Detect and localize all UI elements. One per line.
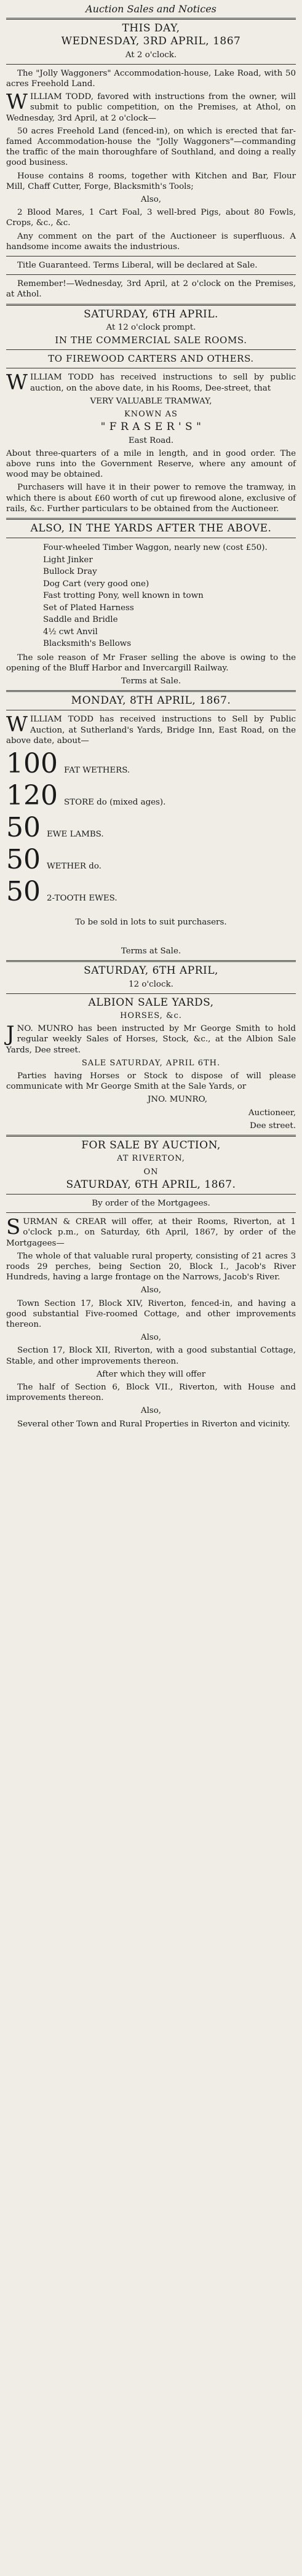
tramway-name: " F R A S E R ' S ": [100, 421, 202, 434]
ad-date: SATURDAY, 6TH APRIL,: [84, 964, 218, 977]
lot-label: WETHER do.: [47, 862, 101, 872]
lot-label: FAT WETHERS.: [63, 766, 130, 776]
ad-place: AT RIVERTON,: [117, 1154, 185, 1164]
drop-cap: J: [6, 1022, 15, 1047]
spacer: [6, 930, 296, 944]
lot-row: [6, 781, 296, 811]
list-item: Dog Cart (very good one): [43, 579, 149, 589]
also-label: Also,: [140, 1406, 162, 1416]
divider: [6, 518, 296, 520]
also-label: Also,: [140, 1286, 162, 1295]
divider: [6, 960, 296, 962]
ad-terms: Title Guaranteed. Terms Liberal, will be declared at Sale.: [17, 261, 258, 271]
lot-label: 2-TOOTH EWES.: [47, 894, 117, 904]
drop-cap: W: [6, 712, 28, 737]
divider: [6, 993, 296, 994]
list-item: Fast trotting Pony, well known in town: [43, 591, 204, 601]
ad-body: [6, 1024, 296, 1055]
ad-subtitle: HORSES, &c.: [120, 1011, 182, 1021]
spacer: [6, 908, 296, 915]
divider: [6, 274, 296, 275]
divider: [6, 64, 296, 65]
tramway-title: VERY VALUABLE TRAMWAY,: [90, 396, 212, 406]
drop-cap: S: [6, 1215, 21, 1240]
known-as: KNOWN AS: [124, 410, 178, 419]
lot-quantity: 120: [6, 780, 58, 812]
list-item: Set of Plated Harness: [43, 603, 134, 613]
ad-reminder: Remember!—Wednesday, 3rd April, at 2 o'clock on the Premises, at Athol.: [6, 279, 296, 300]
ad-item: 50 acres Freehold Land (fenced-in), on which is erected that far-famed Accommodation-house the "Jolly Waggoners"—commanding the traffic of the main thoroughfare of Southland, and doing a really good business.: [6, 126, 296, 168]
ad-note: Parties having Horses or Stock to dispose of will please communicate with Mr George Smith at the Sale Yards, or: [6, 1071, 296, 1092]
ad-intro: The "Jolly Waggoners" Accommodation-house, Lake Road, with 50 acres Freehold Land.: [6, 68, 296, 89]
ad-description: About three-quarters of a mile in length, and in good order. The above runs into the Government Reserve, where any amount of wood may be obtained.: [6, 448, 296, 480]
ad-title: FOR SALE BY AUCTION,: [81, 1139, 221, 1152]
drop-cap: W: [6, 370, 28, 396]
advertisement-albion-sale-yards: [6, 966, 296, 1131]
lot-label: EWE LAMBS.: [47, 830, 104, 840]
lot-label: STORE do (mixed ages).: [63, 798, 166, 808]
ad-note: Any comment on the part of the Auctioneer is superfluous. A handsome income awaits the industrious.: [6, 231, 296, 252]
list-item: Bullock Dray: [43, 567, 97, 577]
lot-row: [6, 845, 296, 875]
property-item: Section 17, Block XII, Riverton, with a good substantial Cottage, Stable, and other improvements thereon.: [6, 1346, 296, 1366]
ad-terms: Terms at Sale.: [121, 677, 181, 686]
auctioneer-title: Auctioneer,: [248, 1108, 296, 1118]
also-label: Also,: [140, 195, 162, 205]
lot-row: [6, 749, 296, 779]
advertisement-frasers-tramway: [6, 309, 296, 514]
ad-title: ALBION SALE YARDS,: [88, 996, 214, 1009]
ad-body-text: ILLIAM TODD has received instructions to Sell by Public Auction, at Sutherland's Yards, Bridge Inn, East Road, on the above date, about—: [6, 715, 296, 745]
lots-note: To be sold in lots to suit purchasers.: [75, 918, 227, 928]
advertisement-jolly-waggoners: [6, 23, 296, 300]
divider: [6, 1135, 296, 1137]
advertisement-sheep-sale: [6, 696, 296, 956]
ad-body-text: URMAN & CREAR will offer, at their Rooms, Riverton, at 1 o'clock p.m., on Saturday, 6th April, 1867, by order of the Mortgagees—: [6, 1217, 296, 1248]
divider: [6, 349, 296, 350]
list-item: Four-wheeled Timber Waggon, nearly new (cost £50).: [43, 543, 268, 553]
list-item: 4½ cwt Anvil: [43, 627, 98, 637]
ad-order: By order of the Mortgagees.: [92, 1198, 210, 1208]
property-item: Town Section 17, Block XIV, Riverton, fenced-in, and having a good substantial Five-roomed Cottage, and other improvements thereon.: [6, 1298, 296, 1329]
lot-quantity: 100: [6, 748, 58, 780]
ad-date: SATURDAY, 6TH APRIL, 1867.: [66, 1178, 236, 1191]
divider: [6, 18, 296, 20]
ad-terms: Terms at Sale.: [121, 947, 181, 956]
divider: [6, 1194, 296, 1195]
property-item: Several other Town and Rural Properties in Riverton and vicinity.: [17, 1419, 290, 1429]
auctioneer-address: Dee street.: [250, 1121, 296, 1131]
section-heading: Auction Sales and Notices: [85, 3, 217, 15]
ad-date: MONDAY, 8TH APRIL, 1867.: [71, 694, 231, 707]
list-item: Blacksmith's Bellows: [43, 639, 132, 649]
lot-row: [6, 813, 296, 843]
also-label: Also,: [140, 1333, 162, 1343]
ad-date: SATURDAY, 6TH APRIL.: [84, 308, 218, 320]
lot-row: [6, 877, 296, 907]
ad-note: The sole reason of Mr Fraser selling the above is owing to the opening of the Bluff Harbor and Invercargill Railway.: [6, 653, 296, 673]
after-label: After which they will offer: [96, 1369, 206, 1379]
ad-on: ON: [143, 1167, 159, 1177]
ad-title: TO FIREWOOD CARTERS AND OTHERS.: [48, 353, 254, 365]
lot-quantity: 50: [6, 876, 41, 908]
list-item: Saddle and Bridle: [43, 615, 118, 625]
ad-day: THIS DAY,: [122, 22, 180, 35]
sale-date: SALE SATURDAY, APRIL 6TH.: [81, 1058, 221, 1068]
ad-time: At 2 o'clock.: [125, 50, 177, 60]
ad-title: ALSO, IN THE YARDS AFTER THE ABOVE.: [30, 522, 272, 535]
ad-time: At 12 o'clock prompt.: [106, 322, 196, 332]
advertisement-yard-sale: [6, 523, 296, 686]
ad-body: [6, 370, 296, 396]
auctioneer-name: JNO. MUNRO,: [148, 1095, 208, 1105]
list-item: Light Jinker: [43, 555, 93, 565]
ad-body: [6, 1217, 296, 1249]
ad-body: [6, 714, 296, 746]
divider: [6, 1212, 296, 1213]
property-item: The half of Section 6, Block VII., Riverton, with House and improvements thereon.: [6, 1382, 296, 1403]
lot-quantity: 50: [6, 812, 41, 844]
drop-cap: W: [6, 90, 28, 115]
ad-item: House contains 8 rooms, together with Kitchen and Bar, Flour Mill, Chaff Cutter, Forge, Blacksmith's Tools;: [6, 171, 296, 191]
newspaper-column: [6, 0, 296, 1429]
ad-body-text: NO. MUNRO has been instructed by Mr George Smith to hold regular weekly Sales of Horses, Stock, &c., at the Albion Sale Yards, Dee street.: [6, 1024, 296, 1055]
lot-quantity: 50: [6, 844, 41, 876]
property-item: The whole of that valuable rural property, consisting of 21 acres 3 roods 29 perches, being Section 20, Block I., Jacob's River Hundreds, having a large frontage on the Narrows, Jacob's River.: [6, 1251, 296, 1282]
ad-body: [6, 92, 296, 124]
tramway-location: East Road.: [128, 435, 174, 445]
ad-body-text: ILLIAM TODD, favored with instructions from the owner, will submit to public competition, on the Premises, at Athol, on Wednesday, 3rd April, at 2 o'clock—: [6, 92, 296, 123]
ad-body-text: ILLIAM TODD has received instructions to sell by public auction, on the above date, in his Rooms, Dee-street, that: [30, 373, 296, 393]
ad-time: 12 o'clock.: [129, 979, 173, 989]
ad-place: IN THE COMMERCIAL SALE ROOMS.: [55, 335, 247, 346]
divider: [6, 690, 296, 692]
advertisement-riverton-sale: [6, 1140, 296, 1429]
item-list: [43, 542, 296, 650]
ad-date: WEDNESDAY, 3RD APRIL, 1867: [61, 35, 241, 48]
ad-item: 2 Blood Mares, 1 Cart Foal, 3 well-bred Pigs, about 80 Fowls, Crops, &c., &c.: [6, 208, 296, 228]
ad-description: Purchasers will have it in their power to remove the tramway, in which there is about £60 worth of cut up firewood alone, exclusive of rails, &c. Further particulars to be obtained from the Auctioneer.: [6, 483, 296, 514]
divider: [6, 304, 296, 306]
